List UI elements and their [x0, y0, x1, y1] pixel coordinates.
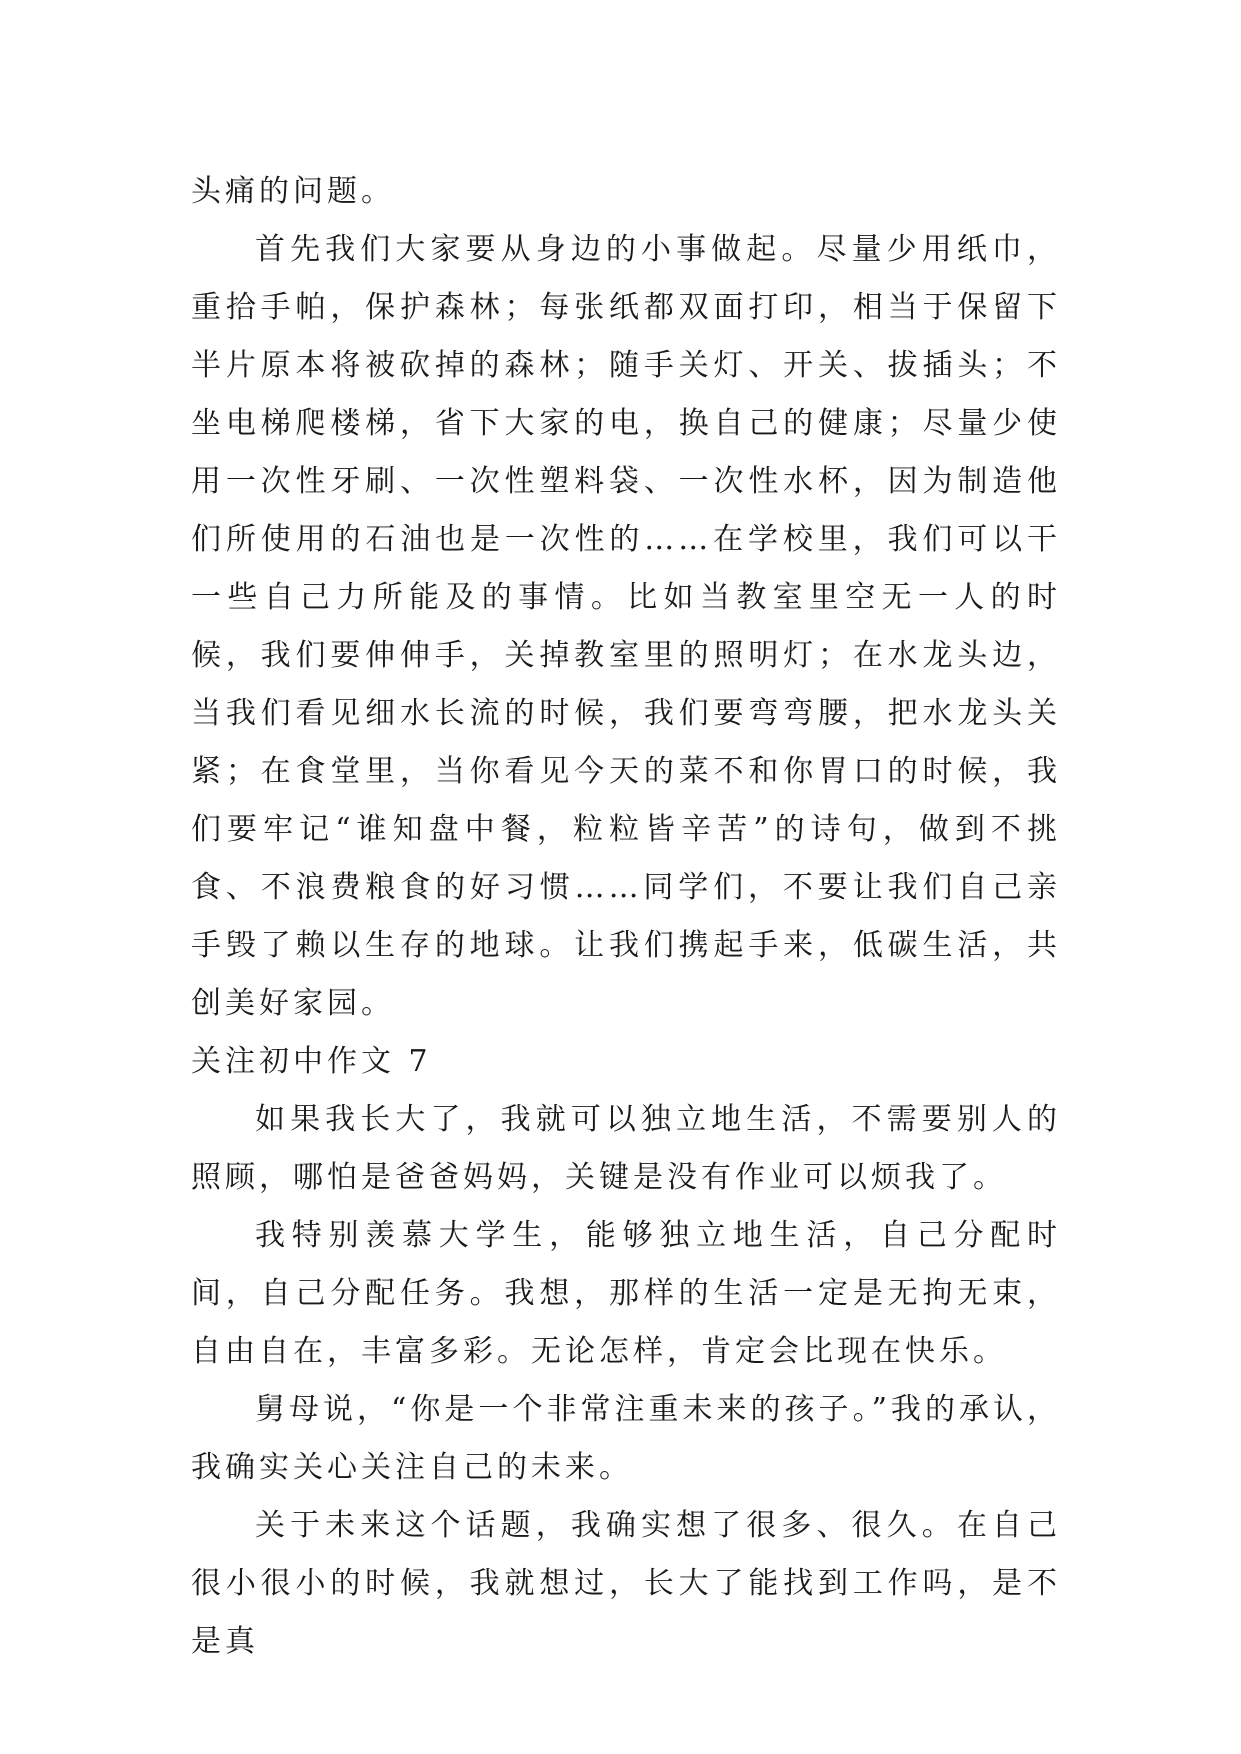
paragraph-continuation: 头痛的问题。 [191, 174, 395, 209]
paragraph-aunt-quote: 舅母说，“你是一个非常注重未来的孩子。”我的承认，我确实关心关注自己的未来。 [191, 1392, 1061, 1485]
paragraph-growing-up: 如果我长大了，我就可以独立地生活，不需要别人的照顾，哪怕是爸爸妈妈，关键是没有作业可以烦我了。 [191, 1102, 1061, 1195]
paragraph-low-carbon-actions: 首先我们大家要从身边的小事做起。尽量少用纸巾，重拾手帕，保护森林；每张纸都双面打印，相当于保留下半片原本将被砍掉的森林；随手关灯、开关、拔插头；不坐电梯爬楼梯，省下大家的电，换自己的健康；尽量少使用一次性牙刷、一次性塑料袋、一次性水杯，因为制造他们所使用的石油也是一次性的……在学校里，我们可以干一些自己力所能及的事情。比如当教室里空无一人的时候，我们要伸伸手，关掉教室里的照明灯；在水龙头边，当我们看见细水长流的时候，我们要弯弯腰，把水龙头关紧；在食堂里，当你看见今天的菜不和你胃口的时候，我们要牢记“谁知盘中餐，粒粒皆辛苦”的诗句，做到不挑食、不浪费粮食的好习惯……同学们，不要让我们自己亲手毁了赖以生存的地球。让我们携起手来，低碳生活，共创美好家园。 [191, 232, 1061, 1021]
section-title: 关注初中作文 7 [191, 1044, 432, 1079]
paragraph-future-topic: 关于未来这个话题，我确实想了很多、很久。在自己很小很小的时候，我就想过，长大了能找到工作吗，是不是真 [191, 1508, 1061, 1659]
paragraph-college-students: 我特别羡慕大学生，能够独立地生活，自己分配时间，自己分配任务。我想，那样的生活一定是无拘无束，自由自在，丰富多彩。无论怎样，肯定会比现在快乐。 [191, 1218, 1061, 1369]
document-body [191, 163, 1061, 1671]
